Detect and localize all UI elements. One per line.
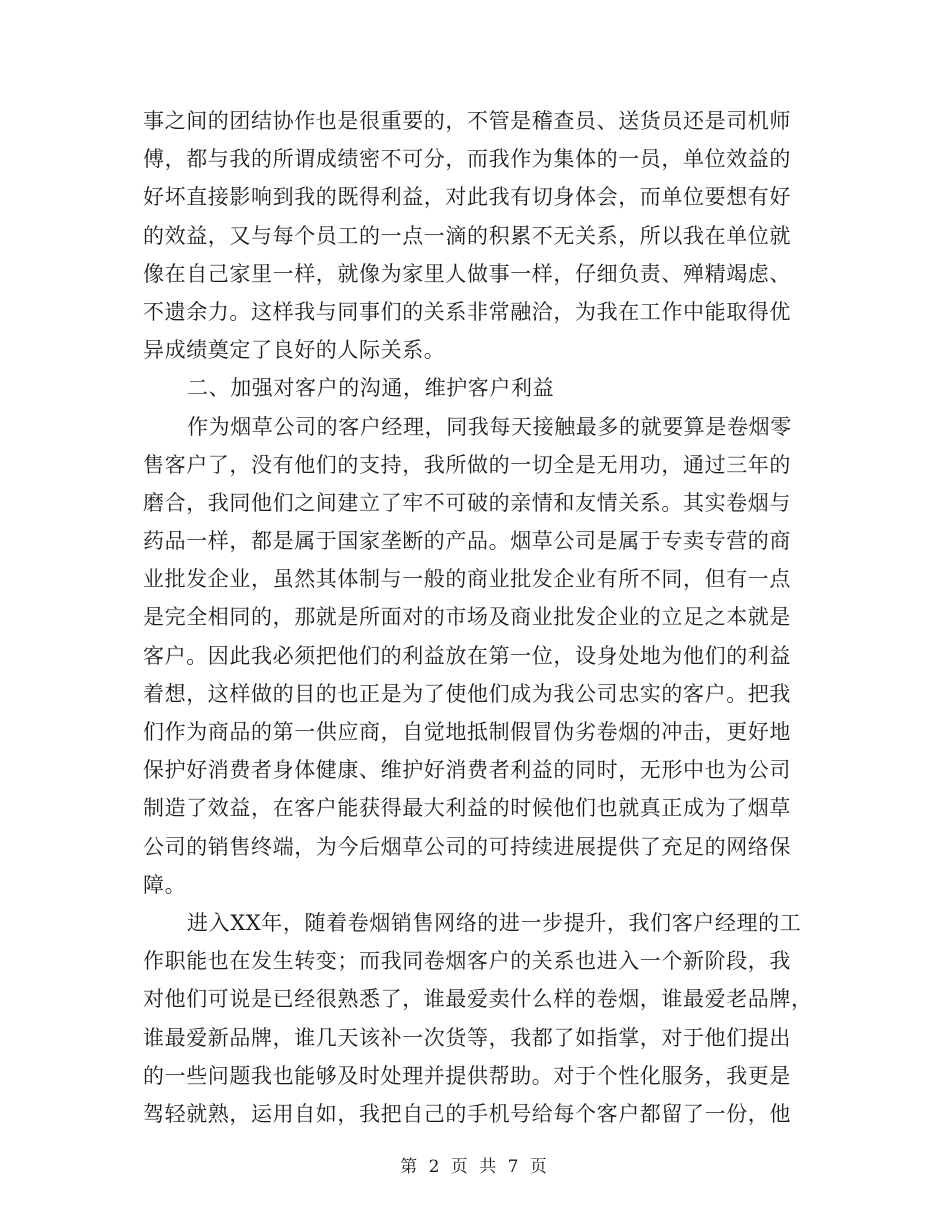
text-line: 保护好消费者身体健康、维护好消费者利益的同时，无形中也为公司 (143, 758, 791, 783)
paragraph-3 (143, 408, 798, 904)
text-line: 公司的销售终端，为今后烟草公司的可持续进展提供了充足的网络保 (143, 834, 791, 859)
text-line: 的效益，又与每个员工的一点一滴的积累不无关系，所以我在单位就 (143, 223, 791, 248)
section-heading-text: 二、加强对客户的沟通，维护客户利益 (187, 376, 555, 401)
paragraph-4 (143, 904, 813, 1133)
text-line: 事之间的团结协作也是很重要的，不管是稽查员、送货员还是司机师 (143, 109, 791, 133)
text-line: 作职能也在发生转变；而我同卷烟客户的关系也进入一个新阶段，我 (143, 949, 791, 974)
text-line: 像在自己家里一样，就像为家里人做事一样，仔细负责、殚精竭虑、 (143, 261, 791, 286)
text-line: 异成绩奠定了良好的人际关系。 (143, 338, 446, 363)
text-line: 着想，这样做的目的也正是为了使他们成为我公司忠实的客户。把我 (143, 681, 791, 706)
text-line: 药品一样，都是属于国家垄断的产品。烟草公司是属于专卖专营的商 (143, 529, 791, 554)
text-line: 对他们可说是已经很熟悉了，谁最爱卖什么样的卷烟，谁最爱老品牌， (143, 987, 813, 1012)
text-line: 作为烟草公司的客户经理，同我每天接触最多的就要算是卷烟零 (187, 414, 792, 439)
text-line: 的一些问题我也能够及时处理并提供帮助。对于个性化服务，我更是 (143, 1063, 791, 1088)
text-line: 进入XX年，随着卷烟销售网络的进一步提升，我们客户经理的工 (187, 910, 802, 935)
section-heading (143, 369, 798, 407)
text-line: 客户。因此我必须把他们的利益放在第一位，设身处地为他们的利益 (143, 643, 791, 668)
text-line: 们作为商品的第一供应商，自觉地抵制假冒伪劣卷烟的冲击，更好地 (143, 720, 791, 744)
text-line: 谁最爱新品牌，谁几天该补一次货等，我都了如指掌，对于他们提出 (143, 1025, 791, 1050)
text-line: 是完全相同的，那就是所面对的市场及商业批发企业的立足之本就是 (143, 605, 791, 630)
document-body (143, 102, 813, 1133)
text-line: 障。 (143, 872, 187, 897)
text-line: 傅，都与我的所谓成绩密不可分，而我作为集体的一员，单位效益的 (143, 147, 791, 172)
text-line: 好坏直接影响到我的既得利益，对此我有切身体会，而单位要想有好 (143, 185, 791, 210)
text-line: 驾轻就熟，运用自如，我把自己的手机号给每个客户都留了一份，他 (143, 1101, 791, 1126)
paragraph-1 (143, 102, 798, 369)
text-line: 制造了效益，在客户能获得最大利益的时候他们也就真正成为了烟草 (143, 796, 791, 821)
page-number-footer: 第 2 页 共 7 页 (400, 1157, 550, 1177)
text-line: 磨合，我同他们之间建立了牢不可破的亲情和友情关系。其实卷烟与 (143, 490, 791, 515)
text-line: 业批发企业，虽然其体制与一般的商业批发企业有所不同，但有一点 (143, 567, 791, 592)
text-line: 售客户了，没有他们的支持，我所做的一切全是无用功，通过三年的 (143, 452, 791, 477)
text-line: 不遗余力。这样我与同事们的关系非常融洽，为我在工作中能取得优 (143, 299, 791, 324)
